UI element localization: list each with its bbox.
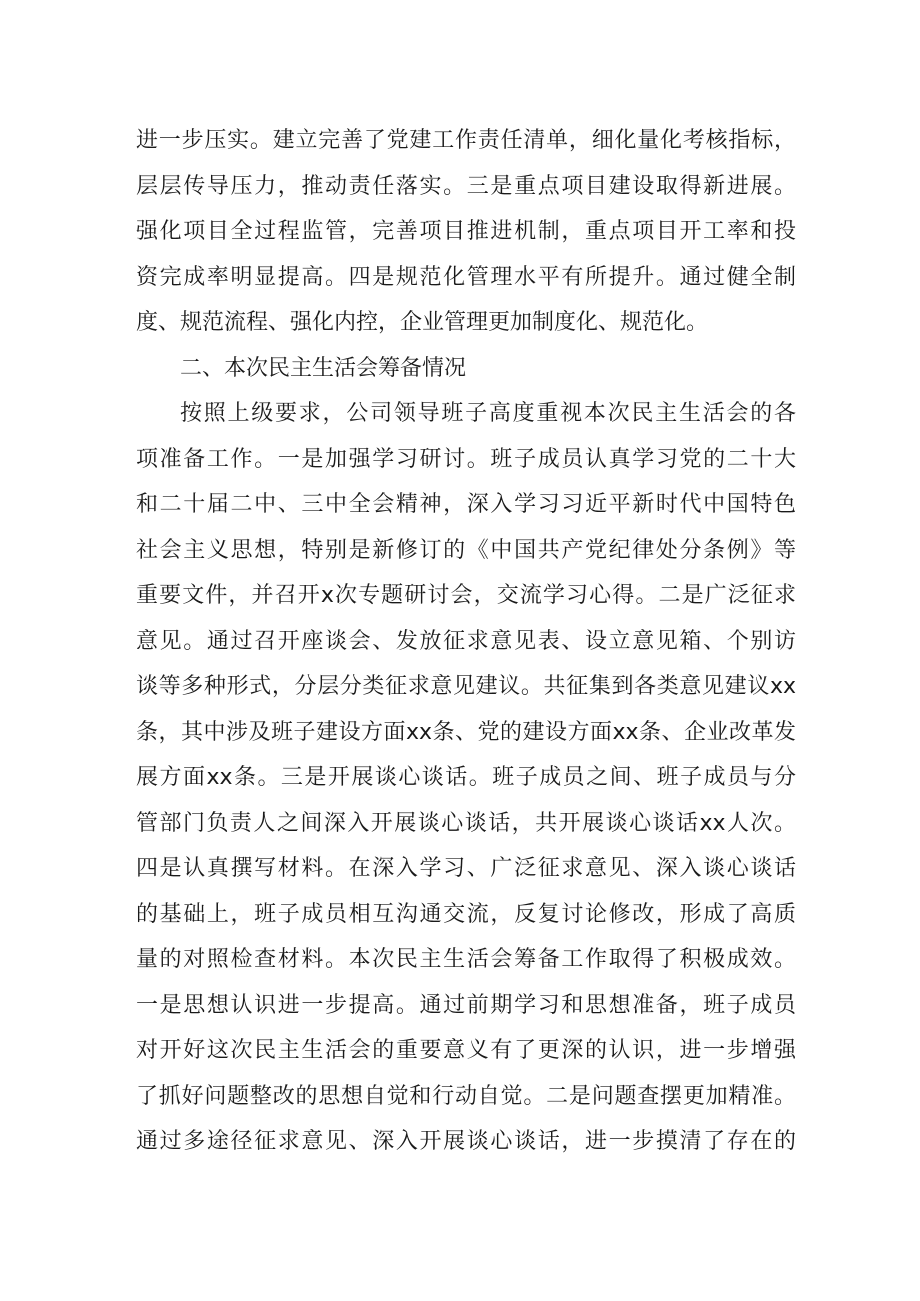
text-line: 项准备工作。一是加强学习研讨。班子成员认真学习党的二十大 xyxy=(136,446,796,472)
text-line: 资完成率明显提高。四是规范化管理水平有所提升。通过健全制 xyxy=(136,264,796,290)
text-line: 层层传导压力，推动责任落实。三是重点项目建设取得新进展。 xyxy=(136,173,796,199)
text-line: 谈等多种形式，分层分类征求意见建议。共征集到各类意见建议xx xyxy=(136,674,796,699)
text-line: 的基础上，班子成员相互沟通交流，反复讨论修改，形成了高质 xyxy=(136,901,796,927)
text-line: 四是认真撰写材料。在深入学习、广泛征求意见、深入谈心谈话 xyxy=(136,856,796,881)
text-line: 按照上级要求，公司领导班子高度重视本次民主生活会的各 xyxy=(180,401,796,426)
text-line: 进一步压实。建立完善了党建工作责任清单，细化量化考核指标， xyxy=(136,128,796,153)
text-line: 社会主义思想，特别是新修订的《中国共产党纪律处分条例》等 xyxy=(136,537,796,563)
text-line: 条，其中涉及班子建设方面xx条、党的建设方面xx条、企业改革发 xyxy=(136,719,796,745)
text-line: 度、规范流程、强化内控，企业管理更加制度化、规范化。 xyxy=(136,310,709,335)
text-line: 了抓好问题整改的思想自觉和行动自觉。二是问题查摆更加精准。 xyxy=(136,1083,796,1109)
paragraph-1 xyxy=(136,118,796,346)
text-line: 重要文件，并召开x次专题研讨会，交流学习心得。二是广泛征求 xyxy=(136,583,796,608)
text-line: 和二十届二中、三中全会精神，深入学习习近平新时代中国特色 xyxy=(136,492,796,517)
section-heading: 二、本次民主生活会筹备情况 xyxy=(180,355,467,381)
text-line: 量的对照检查材料。本次民主生活会筹备工作取得了积极成效。 xyxy=(136,947,796,972)
text-line: 意见。通过召开座谈会、发放征求意见表、设立意见箱、个别访 xyxy=(136,628,796,654)
text-line: 对开好这次民主生活会的重要意义有了更深的认识，进一步增强 xyxy=(136,1038,796,1063)
paragraph-2 xyxy=(136,391,796,1165)
text-line: 强化项目全过程监管，完善项目推进机制，重点项目开工率和投 xyxy=(136,219,796,244)
document-body xyxy=(136,118,796,1165)
text-line: 一是思想认识进一步提高。通过前期学习和思想准备，班子成员 xyxy=(136,992,796,1018)
text-line: 管部门负责人之间深入开展谈心谈话，共开展谈心谈话xx人次。 xyxy=(136,810,796,836)
text-line: 展方面xx条。三是开展谈心谈话。班子成员之间、班子成员与分 xyxy=(136,765,796,790)
text-line: 通过多途径征求意见、深入开展谈心谈话，进一步摸清了存在的 xyxy=(136,1129,796,1154)
